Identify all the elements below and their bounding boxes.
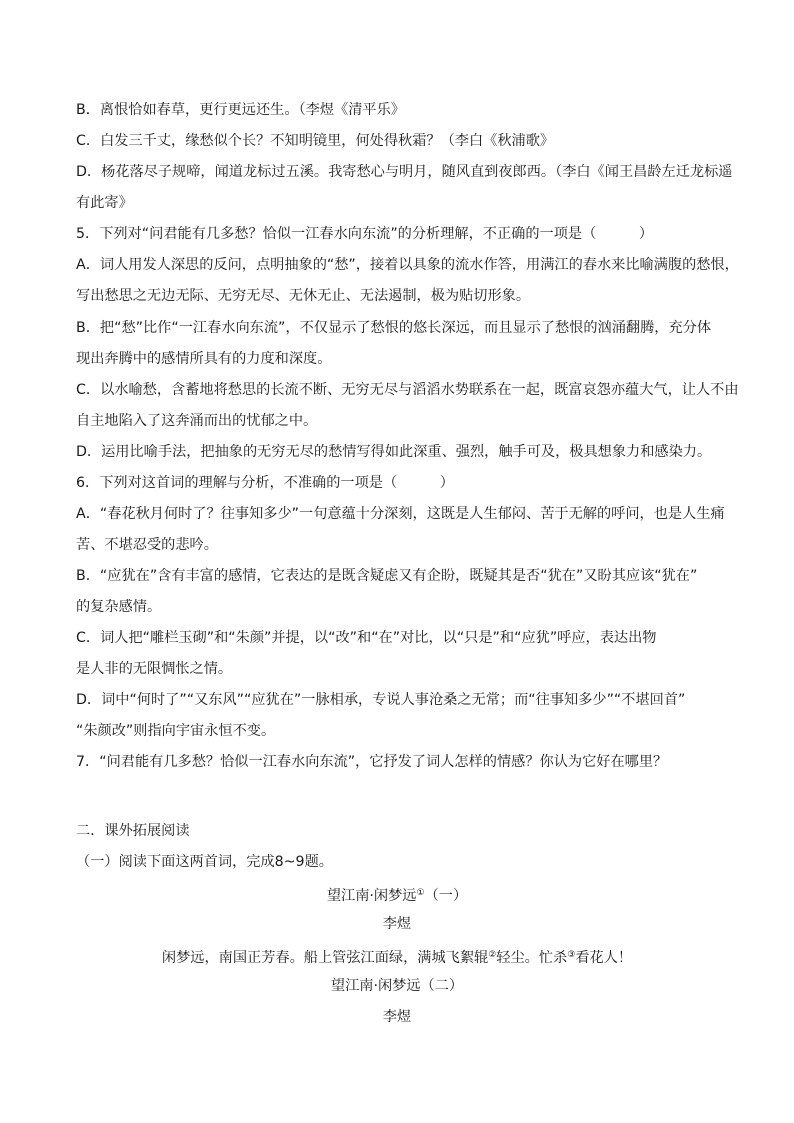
poem-2-title: 望江南·闲梦远（二） [330,978,464,994]
poem-1-text-part-1: 闲梦远，南国正芳春。船上管弦江面绿，满城飞絮辊 [161,950,489,966]
option-c-line: C．白发三千丈，缘愁似个长？不知明镜里，何处得秋霜？（李白《秋浦歌》 [76,133,555,149]
q5-option-b: B．把“愁”比作“一江春水向东流”，不仅显示了愁恨的悠长深远，而且显示了愁恨的汹涌翻腾，充分体 [76,320,712,336]
q6-option-d-cont: “朱颜改”则指向宇宙永恒不变。 [76,723,276,739]
poem-1-title [0,883,794,906]
q6-option-d: D．词中“何时了”“又东风”“应犹在”一脉相承，专说人事沧桑之无常；而“往事知多少”“不堪回首” [76,692,686,708]
q6-option-a-cont: 苦、不堪忍受的悲吟。 [76,537,218,553]
q5-option-c: C．以水喻愁，含蓄地将愁思的长流不断、无穷无尽与滔滔水势联系在一起，既富哀怨亦蕴大气，让人不由 [76,382,739,398]
question-6: 6．下列对这首词的理解与分析，不准确的一项是（ ） [76,475,454,491]
poem-1-author: 李煜 [382,916,412,932]
q6-option-c: C．词人把“雕栏玉砌”和“朱颜”并提，以“改”和“在”对比，以“只是”和“应犹”呼应，表达出物 [76,630,657,646]
q6-option-c-cont: 是人非的无限惆怅之情。 [76,661,233,677]
q5-option-d: D．运用比喻手法，把抽象的无穷无尽的愁情写得如此深重、强烈，触手可及，极具想象力和感染力。 [76,444,712,460]
poem-1-text-part-2: 轻尘。忙杀 [496,950,568,966]
option-b-line: B．离恨恰如春草，更行更远还生。（李煜《清平乐》 [76,102,405,118]
q5-option-a: A．词人用发人深思的反问，点明抽象的“愁”，接着以具象的流水作答，用满江的春水来比喻满腹的愁恨， [76,257,739,273]
poem-1-text [0,945,794,968]
poem-2-author: 李煜 [382,1009,412,1025]
q5-option-c-cont: 自主地陷入了这奔涌而出的忧郁之中。 [76,413,318,429]
footnote-marker-1: ① [416,888,425,898]
q6-option-b: B．“应犹在”含有丰富的感情，它表达的是既含疑虑又有企盼，既疑其是否“犹在”又盼其应该“犹在” [76,568,698,584]
section-heading: 二．课外拓展阅读 [76,823,190,839]
poem-1-title-number: （一） [424,888,468,904]
poem-1-title-text: 望江南·闲梦远 [326,888,417,904]
poem-1-text-part-3: 看花人！ [575,950,633,966]
q5-option-a-cont: 写出愁思之无边无际、无穷无尽、无休无止、无法遏制，极为贴切形象。 [76,288,531,304]
q6-option-b-cont: 的复杂感情。 [76,599,162,615]
option-d-line: D．杨花落尽子规啼，闻道龙标过五溪。我寄愁心与明月，随风直到夜郎西。（李白《闻王昌龄左迁龙标遥 [76,164,733,180]
footnote-marker-3: ③ [567,950,576,960]
section-intro: （一）阅读下面这两首词，完成8~9题。 [76,854,333,870]
option-d-line-cont: 有此寄》 [76,195,133,211]
question-7: 7．“问君能有几多愁？恰似一江春水向东流”，它抒发了词人怎样的情感？你认为它好在哪里？ [76,754,668,770]
question-5: 5．下列对“问君能有几多愁？恰似一江春水向东流”的分析理解，不正确的一项是（ ） [76,226,654,242]
q6-option-a: A．“春花秋月何时了？往事知多少”一句意蕴十分深刻，这既是人生郁闷、苦于无解的呼问，也是人生痛 [76,506,725,522]
q5-option-b-cont: 现出奔腾中的感情所具有的力度和深度。 [76,351,332,367]
footnote-marker-2: ② [488,950,497,960]
